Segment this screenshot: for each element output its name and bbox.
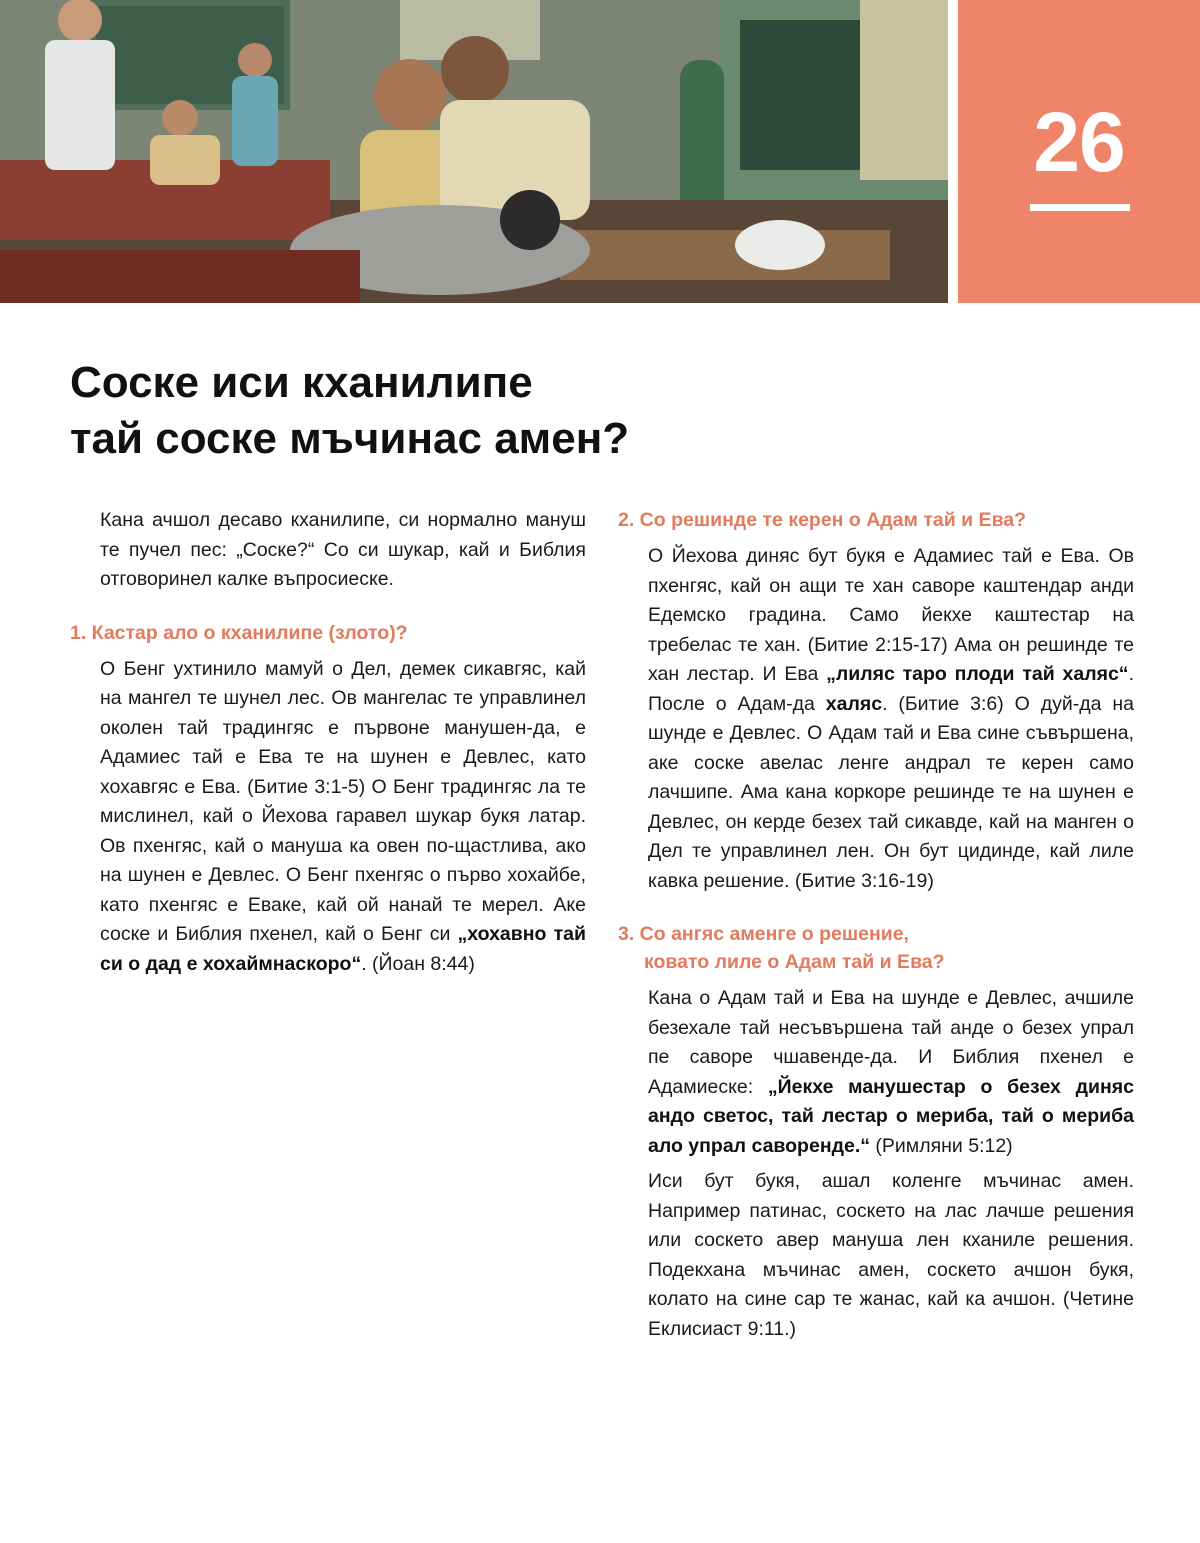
- question-3-heading: [618, 920, 1134, 976]
- text-run: Кана о Адам тай и Ева на шунде е Девлес, ачшиле безехале тай несъвършена тай анде о безех упрал пе саворе чшавенде-да. И Библия пхенел е Адамиеске:: [648, 987, 1134, 1098]
- lesson-number-panel: [958, 0, 1200, 303]
- text-run: . После о Адам-да: [648, 663, 1134, 715]
- text-run: . (Йоан 8:44): [361, 952, 475, 975]
- question-3-heading-line-1: 3. Со ангяс аменге о решение,: [618, 923, 909, 945]
- intro-paragraph: Кана ачшол десаво кханилипе, си нормално мануш те пучел пес: „Соске?“ Со си шукар, кай и Библия отговоринел калке въпросиеске.: [100, 509, 586, 590]
- text-run: (Римляни 5:12): [869, 1134, 1013, 1157]
- hospital-scene-illustration: [0, 0, 948, 303]
- text-run: О Бенг ухтинило мамуй о Дел, демек сикавгяс, кай на мангел те шунел лес. Ов мангелас те управлинел околен тай традингяс е първоне манушен-да, е Адамиес тай е Ева те на шунен е Девлес, като хохавгяс е Ева. (Битие 3:1-5) О Бенг традингяс ла те мислинел, кай о Йехова гаравел шукар букя латар. Ов пхенгяс, кай о мануша ка овен по-щастлива, ако на шунен е Девлес. О Бенг пхенгяс о първо хохайбе, като пхенгяс е Еваке, кай ой нанай те мерел. Аке соске и Библия пхенел, кай о Бенг си: [100, 657, 586, 945]
- bold-quote: „хохавно тай си о дад е хохаймнаскоро“: [100, 923, 586, 975]
- lesson-number-underline: [1030, 204, 1130, 211]
- bold-quote: „лиляс таро плоди тай халяс“: [826, 663, 1129, 685]
- question-1-paragraph: [100, 655, 586, 980]
- page-title-line-2: тай соске мъчинас амен?: [70, 414, 630, 463]
- page-title-line-1: Соске иси кханилипе: [70, 358, 533, 407]
- question-2-heading: 2. Со решинде те керен о Адам тай и Ева?: [618, 509, 1027, 531]
- right-column: [618, 506, 1134, 1350]
- header-photo: [0, 0, 948, 303]
- lesson-number: 26: [1033, 95, 1125, 189]
- page-title: [70, 355, 890, 467]
- question-3-heading-line-2: ковато лиле о Адам тай и Ева?: [644, 951, 945, 973]
- left-column: [70, 506, 586, 985]
- bold-quote: „Йекхе манушестар о безех диняс андо светос, тай лестар о мериба, тай о мериба ало упрал саворенде.“: [648, 1075, 1134, 1157]
- text-run: О Йехова диняс бут букя е Адамиес тай е Ева. Ов пхенгяс, кай он ащи те хан саворе каштендар анди Едемско градина. Само йекхе каштестар на требелас те хан. (Битие 2:15-17) Ама он решинде те хан лестар. И Ева: [648, 545, 1134, 685]
- text-run: . (Битие 3:6) О дуй-да на шунде е Девлес. О Адам тай и Ева сине съвършена, аке соске авелас ленге андрал те керен само лачшипе. Ама кана коркоре решинде те на шунен е Девлес, он керде безех тай сикавде, кай на манген о Дел те управлинел лен. Он бут цидинде, кай лиле кавка решение. (Битие 3:16-19): [648, 692, 1134, 892]
- question-1-heading: 1. Кастар ало о кханилипе (злото)?: [70, 621, 408, 644]
- bold-word: халяс: [825, 692, 883, 715]
- question-2-paragraph: [648, 542, 1134, 896]
- question-3-paragraph-1: [648, 984, 1134, 1161]
- question-3-paragraph-2: Иси бут букя, ашал коленге мъчинас амен. Например патинас, соскето на лас лачше решения или соскето авер мануша лен кханиле решения. Подекхана мъчинас амен, соскето ачшон букя, колато на сине сар те жанас, кай ка ачшон. (Четине Еклисиаст 9:11.): [648, 1170, 1134, 1340]
